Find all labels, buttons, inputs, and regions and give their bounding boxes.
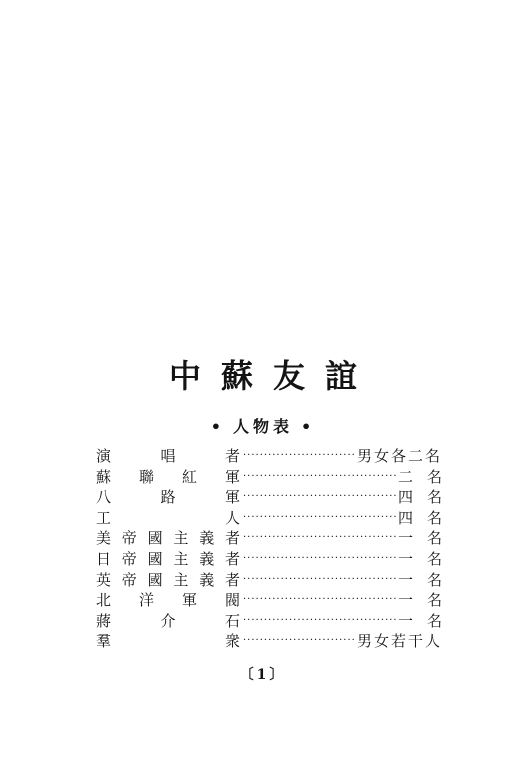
role-char: 主 <box>173 570 189 589</box>
leader-dots <box>243 508 397 529</box>
role-name <box>96 528 240 549</box>
role-char: 衆 <box>224 632 240 651</box>
cast-row <box>96 611 456 632</box>
role-char: 美 <box>96 529 112 548</box>
page-number: 〔1〕 <box>239 667 287 683</box>
leader-dots <box>243 528 397 549</box>
leader-dots <box>243 467 397 488</box>
role-char: 國 <box>147 570 163 589</box>
role-count: 一名 <box>397 570 456 589</box>
role-name <box>96 611 240 632</box>
role-name <box>96 549 240 570</box>
role-count: 男女若干人 <box>356 632 442 651</box>
cast-row <box>96 467 456 488</box>
role-char: 路 <box>160 488 176 507</box>
cast-row <box>96 487 456 508</box>
role-name <box>96 508 240 529</box>
dot-leader <box>242 549 456 570</box>
cast-list <box>96 446 456 652</box>
role-count: 四名 <box>397 508 456 527</box>
role-name <box>96 631 240 652</box>
leader-dots <box>243 570 397 591</box>
role-char: 英 <box>96 570 112 589</box>
role-char: 日 <box>96 549 112 568</box>
role-char: 羣 <box>96 632 112 651</box>
leader-dots <box>243 631 356 652</box>
role-char: 蘇 <box>96 467 112 486</box>
role-char: 義 <box>199 549 215 568</box>
bullet-icon: • <box>210 417 225 436</box>
role-count: 四名 <box>397 488 456 507</box>
role-char: 八 <box>96 488 112 507</box>
dot-leader <box>242 487 456 508</box>
role-name <box>96 446 240 467</box>
role-char: 者 <box>224 570 240 589</box>
role-char: 軍 <box>224 488 240 507</box>
role-char: 主 <box>173 529 189 548</box>
leader-dots <box>243 611 397 632</box>
role-char: 聯 <box>138 467 154 486</box>
leader-dots <box>243 590 397 611</box>
cast-row <box>96 528 456 549</box>
role-count: 一名 <box>397 549 456 568</box>
role-char: 義 <box>199 529 215 548</box>
role-char: 石 <box>224 611 240 630</box>
role-name <box>96 570 240 591</box>
role-char: 唱 <box>160 447 176 465</box>
role-count: 一名 <box>397 529 456 548</box>
role-char: 者 <box>224 447 240 465</box>
cast-row <box>96 590 456 611</box>
role-char: 者 <box>224 549 240 568</box>
role-count: 男女各二名 <box>356 447 442 465</box>
cast-row <box>96 631 442 652</box>
role-char: 工 <box>96 508 112 527</box>
role-char: 紅 <box>181 467 197 486</box>
play-title: 中蘇友誼 <box>168 357 377 395</box>
dot-leader <box>242 528 456 549</box>
role-char: 國 <box>147 549 163 568</box>
role-char: 軍 <box>224 467 240 486</box>
role-char: 國 <box>147 529 163 548</box>
role-count: 二名 <box>397 467 456 486</box>
role-char: 閥 <box>224 591 240 610</box>
cast-list-heading <box>0 416 526 438</box>
leader-dots <box>243 446 356 467</box>
role-char: 人 <box>224 508 240 527</box>
role-char: 演 <box>96 447 112 465</box>
role-char: 者 <box>224 529 240 548</box>
dot-leader <box>242 590 456 611</box>
dot-leader <box>242 611 456 632</box>
role-count: 一名 <box>397 611 456 630</box>
role-char: 北 <box>96 591 112 610</box>
cast-row <box>96 570 456 591</box>
role-char: 帝 <box>121 549 137 568</box>
cast-row <box>96 549 456 570</box>
leader-dots <box>243 549 397 570</box>
role-char: 洋 <box>138 591 154 610</box>
dot-leader <box>242 446 442 467</box>
dot-leader <box>242 631 442 652</box>
role-count: 一名 <box>397 591 456 610</box>
role-char: 義 <box>199 570 215 589</box>
role-char: 蔣 <box>96 611 112 630</box>
bullet-icon: • <box>301 417 316 436</box>
role-char: 帝 <box>121 529 137 548</box>
cast-row <box>96 446 442 467</box>
role-char: 帝 <box>121 570 137 589</box>
role-name <box>96 590 240 611</box>
dot-leader <box>242 467 456 488</box>
role-char: 介 <box>160 611 176 630</box>
cast-list-heading-text: 人物表 <box>232 417 293 436</box>
dot-leader <box>242 570 456 591</box>
role-name <box>96 487 240 508</box>
dot-leader <box>242 508 456 529</box>
role-name <box>96 467 240 488</box>
role-char: 主 <box>173 549 189 568</box>
cast-row <box>96 508 456 529</box>
role-char: 軍 <box>181 591 197 610</box>
leader-dots <box>243 487 397 508</box>
